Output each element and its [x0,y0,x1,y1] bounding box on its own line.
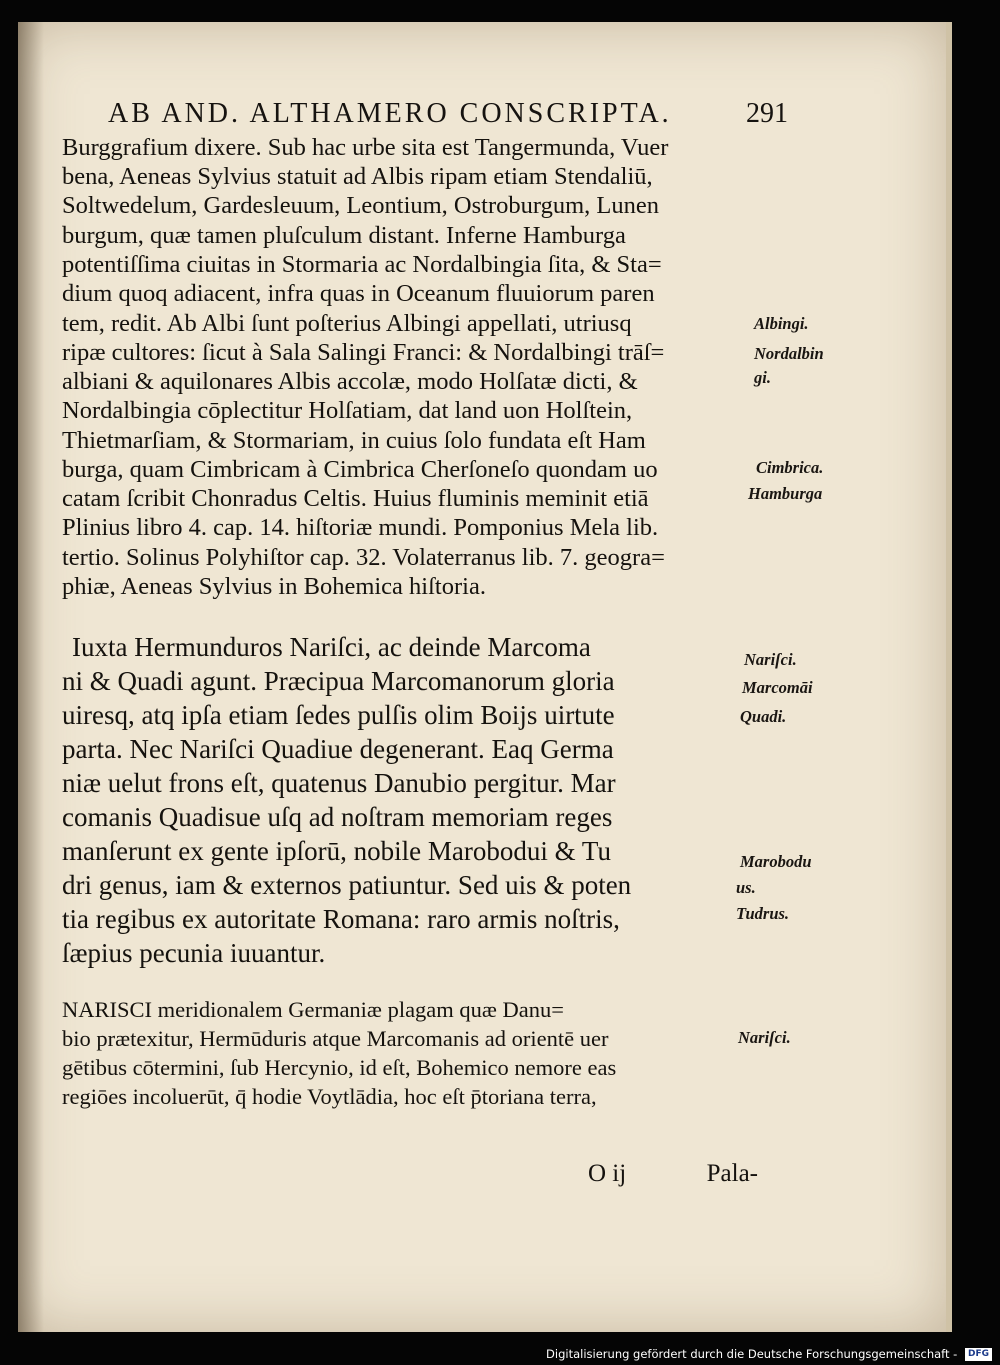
text-line: Burggrafium dixere. Sub hac urbe sita est Tangermunda, Vuer [62,134,669,161]
text-line: burgum, quæ tamen pluſculum distant. Inferne Hamburga [62,222,626,249]
text-line: niæ uelut frons eſt, quatenus Danubio pergitur. Mar [62,768,616,798]
text-line: ripæ cultores: ſicut à Sala Salingi Franci: & Nordalbingi trāſ= [62,339,665,366]
catchword: Pala- [706,1160,758,1187]
text-line: phiæ, Aeneas Sylvius in Bohemica hiſtoria. [62,573,486,600]
text-line: bena, Aeneas Sylvius statuit ad Albis ripam etiam Stendaliū, [62,163,653,190]
margin-note: Tudrus. [736,904,790,923]
text-line: gētibus cōtermini, ſub Hercynio, id eſt, Bohemico nemore eas [62,1055,617,1080]
text-line: Soltwedelum, Gardesleuum, Leontium, Ostroburgum, Lunen [62,192,659,219]
digitization-footer [546,1347,992,1361]
text-line: Iuxta Hermunduros Nariſci, ac deinde Marcoma [72,632,591,662]
dfg-logo: DFG [965,1348,992,1361]
margin-note: Hamburga [748,484,823,503]
text-line: dri genus, iam & externos patiuntur. Sed uis & poten [62,870,632,900]
text-line: catam ſcribit Chonradus Celtis. Huius fluminis meminit etiā [62,485,649,512]
footer-text: Digitalisierung gefördert durch die Deutsche Forschungsgemeinschaft - [546,1347,958,1361]
margin-note: Nariſci. [738,1028,791,1047]
page-gutter-shadow [18,22,44,1332]
text-line: Nordalbingia cōplectitur Holſatiam, dat land uon Holſtein, [62,397,633,424]
text-line: ni & Quadi agunt. Præcipua Marcomanorum gloria [62,666,615,696]
text-line: dium quoq adiacent, infra quas in Oceanum fluuiorum paren [62,280,655,307]
signature-mark: O ij [588,1160,627,1187]
text-line: parta. Nec Nariſci Quadiue degenerant. Eaq Germa [62,734,614,764]
page-number: 291 [746,98,788,129]
margin-note: Nariſci. [744,650,797,669]
margin-note: us. [736,878,756,897]
text-line: albiani & aquilonares Albis accolæ, modo Holſatæ dicti, & [62,368,638,395]
margin-note: Nordalbin [754,344,824,363]
text-line: tem, redit. Ab Albi ſunt poſterius Albingi appellati, utriusq [62,310,632,337]
text-line: potentiſſima ciuitas in Stormaria ac Nordalbingia ſita, & Sta= [62,251,662,278]
text-line: Thietmarſiam, & Stormariam, in cuius ſolo fundata eſt Ham [62,427,646,454]
book-page [18,22,952,1332]
page-header [108,98,788,138]
margin-note: Albingi. [754,314,809,333]
margin-note: Quadi. [740,707,787,726]
running-title: AB AND. ALTHAMERO CONSCRIPTA. [108,98,672,129]
text-line: regiōes incoluerūt, q̄ hodie Voytlādia, hoc eſt p̄toriana terra, [62,1084,597,1109]
text-line: ſæpius pecunia iuuantur. [62,938,326,968]
text-line: bio prætexitur, Hermūduris atque Marcomanis ad orientē uer [62,1026,609,1051]
margin-note: Marcomāi [742,678,813,697]
text-line: NARISCI meridionalem Germaniæ plagam quæ Danu= [62,997,564,1022]
margin-note: Cimbrica. [756,458,824,477]
text-line: comanis Quadisue uſq ad noſtram memoriam reges [62,802,613,832]
text-line: uiresq, atq ipſa etiam ſedes pulſis olim Boijs uirtute [62,700,615,730]
text-line: manſerunt ex gente ipſorū, nobile Marobodui & Tu [62,836,611,866]
text-line: burga, quam Cimbricam à Cimbrica Cherſoneſo quondam uo [62,456,658,483]
text-line: Plinius libro 4. cap. 14. hiſtoriæ mundi. Pomponius Mela lib. [62,514,659,541]
text-line: tia regibus ex autoritate Romana: raro armis noſtris, [62,904,620,934]
margin-note: gi. [754,368,771,387]
text-line: tertio. Solinus Polyhiſtor cap. 32. Volaterranus lib. 7. geogra= [62,544,665,571]
margin-note: Marobodu [740,852,812,871]
